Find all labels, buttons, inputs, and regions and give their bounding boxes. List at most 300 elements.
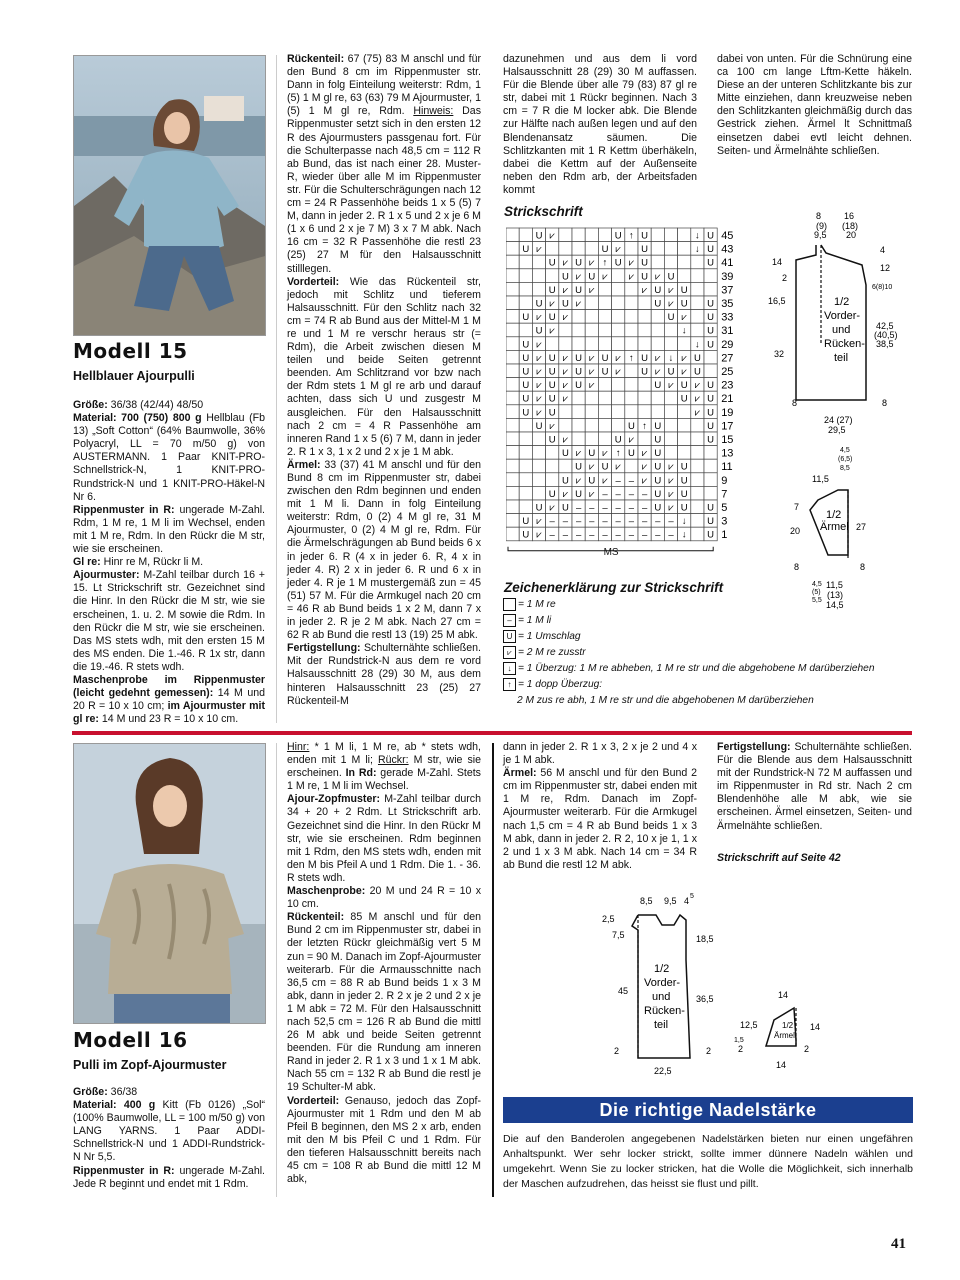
chart-symbol: – (615, 502, 621, 514)
sch15-label-1: 1/2 (834, 296, 850, 308)
chart-symbol: U (641, 230, 649, 242)
chart-symbol: – (602, 502, 608, 514)
chart-symbol: – (575, 502, 582, 514)
chart-cell (638, 310, 651, 324)
chart-cell (664, 255, 677, 269)
model15-body-schematic (766, 205, 926, 435)
sch16-top-4: 4 (684, 896, 690, 906)
sch16-left-45: 45 (618, 986, 629, 996)
model16-size: Größe: 36/38 (73, 1086, 138, 1098)
chart-cell (546, 446, 559, 460)
sch15-top-9: (9) (816, 221, 827, 231)
sch15-top-18: (18) (842, 221, 859, 231)
chart-row-number: 27 (721, 352, 734, 365)
model16-front: Vorderteil: Genauso, jedoch das Zopf-Ajourmuster mit 1 Rdm und den M ab Pfeil B beginnen, den MS 2 x arb, enden mit den M bis Pfeil C und 1 Rdm. Für den tieferen Halsausschnitt bereits nach 45 cm = 108 R ab Bund die mittl 12 M abk, (287, 1094, 481, 1186)
chart-symbol: U (548, 366, 556, 378)
chart-symbol: ⩗ (549, 502, 555, 514)
legend-item-purl (503, 614, 551, 628)
chart-cell (546, 242, 559, 256)
chart-symbol: ⩗ (562, 352, 569, 364)
chart-cell (678, 446, 691, 460)
chart-cell (585, 432, 598, 446)
chart-symbol: – (628, 488, 635, 500)
chart-symbol: ⩗ (681, 312, 687, 324)
chart-symbol: U (667, 366, 675, 378)
sch15-right-8: 8 (882, 398, 888, 408)
column-divider (276, 55, 277, 723)
chart-symbol: – (628, 516, 635, 528)
model15-sleeve: Ärmel: 33 (37) 41 M anschl und für den Bund 8 cm im Rippenmuster str, dabei zwischen den Rdm beginnen und enden mit 1 M li. Dann in folg Einteilung weiterstr: Rdm, 0 (2) 4 M gl re, 31 M Ajourmuster, 0 (2) 4 M gl re, Rdm. Für die Ärmelschrägungen ab Bund beids 6 x in jeder 6. R (4 x in jeder 6. R, 4 x in jeder 4. R) 2 x in jeder 6. R und 6 x in jeder 4. R je 1 M mustergemäß zun = 45 (51) 57 M. Für die Armkugel nach 20 cm = 46 R ab Bund beids 1 x 2 M, dann 7 x in jeder 2. R je 2 M abk. Nach 27 cm = 62 R ab Bund die restl 13 (19) 25 M abk. (287, 458, 481, 642)
chart-symbol: U (654, 502, 662, 514)
chart-cell (598, 405, 611, 419)
chart-symbol: U (561, 298, 569, 310)
chart-symbol: U (641, 244, 649, 256)
sch16-left-2: 2 (614, 1046, 620, 1056)
chart-cell (506, 242, 519, 256)
column-divider-2 (276, 743, 277, 1197)
chart-cell (651, 337, 664, 351)
chart-symbol: U (548, 257, 556, 269)
chart-cell (664, 405, 677, 419)
chart-symbol: U (614, 257, 622, 269)
chart-cell (691, 269, 704, 283)
chart-cell (598, 391, 611, 405)
chart-symbol: U (548, 407, 556, 419)
chart-symbol: ⩗ (668, 488, 674, 500)
chart-cell (612, 310, 625, 324)
chart-symbol: ⩗ (562, 257, 569, 269)
sleeve15-label-2: Ärmel (820, 521, 849, 533)
chart-cell (651, 310, 664, 324)
chart-cell (612, 391, 625, 405)
chart-cell (691, 446, 704, 460)
chart-symbol: – (655, 529, 661, 541)
sleeve15-top-11-5: 11,5 (812, 474, 829, 484)
chart-cell (506, 432, 519, 446)
chart-symbol: U (627, 420, 635, 432)
chart-cell (506, 296, 519, 310)
sleeve15-bottom-4-5: 4,5 (812, 581, 822, 588)
chart-symbol: ⩗ (589, 380, 595, 392)
chart-symbol: U (548, 488, 556, 500)
chart-cell (546, 459, 559, 473)
chart-symbol: U (575, 366, 583, 378)
chart-symbol: ⩗ (536, 529, 542, 541)
info-banner: Die richtige Nadelstärke (503, 1097, 913, 1123)
chart-cell (506, 514, 519, 528)
chart-cell (691, 459, 704, 473)
model15-front: Vorderteil: Wie das Rückenteil str, jedoch mit Schlitz und tieferem Halsausschnitt. Für den Schlitz nach 32 cm = 74 R ab Bund aus der Mittel-M 1 M re und 1 M re verschr heraus str (= Rdm), die Arbeit zwischen diesen M teilen und beide Seiten getrennt beenden. Am Schlitzrand vor bzw nach der Rdm stets 1 M gl re arb und darauf achten, dass sich U und zusgestr M ausgleichen. Für den Halsausschnitt nach 2 cm = 4 R Passenhöhe am inneren Rand 1 x 5 (6) 7 M, dann in jeder 2. R 1 x 3, 1 x 2 und 2 x je 1 M abk. (287, 275, 481, 458)
chart-cell (678, 432, 691, 446)
sleeve16-left-12-5: 12,5 (740, 1020, 758, 1030)
legend-text-double-decrease: = 1 dopp Überzug: (518, 679, 603, 691)
chart-symbol: ⩗ (694, 407, 701, 419)
chart-symbol: ⩗ (549, 325, 555, 337)
model15-ajour-pattern: Ajourmuster: M-Zahl teilbar durch 16 + 15. Lt Strickschrift str. Gezeichnet sind die Hinr. In den Rückr die M str, wie sie erscheinen, 1. u. 2. M sowie die Rdm. In den Rückr die M str, wie sie erscheinen. Das MS stets wdh, mit den ersten 15 M des MS enden. Die 1.-46. R 1x str, dann die 19.-46. R stets wdh. (73, 569, 265, 673)
model16-rib-detail: Hinr: * 1 M li, 1 M re, ab * stets wdh, enden mit 1 M li; Rückr: M str, wie sie erscheinen. In Rd: gerade M-Zahl. Stets 1 M re, 1 M li im Wechsel. (287, 741, 481, 793)
sch16-right-36-5: 36,5 (696, 994, 714, 1004)
chart-symbol: ⩗ (668, 298, 674, 310)
chart-cell (506, 228, 519, 242)
chart-row-number: 29 (721, 338, 734, 351)
chart-cell (598, 378, 611, 392)
chart-cell (506, 323, 519, 337)
chart-symbol: U (522, 407, 530, 419)
chart-symbol: U (680, 488, 688, 500)
chart-cell (506, 282, 519, 296)
legend-item-k2tog (503, 646, 586, 660)
chart-row-number: 31 (721, 325, 734, 338)
sch16-label-1: 1/2 (654, 963, 670, 975)
chart-symbol: U (693, 366, 701, 378)
chart-symbol: – (628, 529, 635, 541)
chart-symbol: – (628, 502, 635, 514)
chart-row-number: 7 (721, 488, 728, 501)
chart-symbol: – (628, 475, 635, 487)
chart-cell (572, 432, 585, 446)
chart-symbol: – (602, 488, 608, 500)
chart-cell (664, 391, 677, 405)
chart-cell (559, 459, 572, 473)
chart-cell (506, 378, 519, 392)
model15-photo-illustration (74, 56, 265, 335)
chart-cell (532, 446, 545, 460)
chart-cell (532, 432, 545, 446)
chart-cell (704, 269, 717, 283)
chart-cell (651, 405, 664, 419)
chart-symbol: U (575, 488, 583, 500)
chart-cell (519, 432, 532, 446)
sch15-top-9-5: 9,5 (814, 230, 827, 240)
sleeve15-top-4-5: 4,5 (840, 447, 850, 454)
chart-cell (598, 310, 611, 324)
model15-photo (73, 55, 266, 336)
sch16-left-7-5: 7,5 (612, 930, 625, 940)
chart-cell (625, 323, 638, 337)
chart-symbol: ⩗ (641, 461, 648, 473)
sch16-top-5: 5 (690, 893, 694, 900)
chart-cell (506, 337, 519, 351)
chart-cell (638, 391, 651, 405)
chart-symbol: ↑ (629, 230, 634, 242)
chart-cell (598, 282, 611, 296)
chart-cell (598, 323, 611, 337)
chart-symbol: U (680, 475, 688, 487)
chart-symbol: ⩗ (602, 448, 608, 460)
sch15-label-5: teil (834, 352, 849, 364)
chart-cell (612, 269, 625, 283)
model16-sleeve: Ärmel: 56 M anschl und für den Bund 2 cm im Rippenmuster str, dabei enden mit 1 M re, Rdm. Danach im Zopf-Ajourmuster weiterarb. Für die Armkugel nach 1,5 cm = 4 R ab Bund beids 1 x 3 M abk, dann in jeder 2. R 2, 10 x je 1, 1 x 2 und 1 x 3 M abk. Nach 14 cm = 34 R ab Bund die restl 12 M abk. (503, 767, 697, 871)
chart-cell (585, 323, 598, 337)
chart-cell (691, 500, 704, 514)
legend-symbol-knit (503, 598, 516, 611)
model15-material: Material: 700 (750) 800 g Hellblau (Fb 13) „Soft Cotton“ (64% Baumwolle, 36% Polyacryl, LL = 70 m/50 g) von AUSTERMANN. 1 Paar KNIT-PRO-Schnellstrick-N, 1 KNIT-PRO-Rundstrick-N und 1 KNIT-PRO-Häkel-N Nr 6. (73, 412, 265, 503)
sch16-label-4: Rücken- (644, 1005, 685, 1017)
sleeve15-bottom-5-5: 5,5 (812, 597, 822, 604)
chart-cell (704, 446, 717, 460)
sleeve16-bottom-14: 14 (776, 1060, 787, 1070)
chart-symbol: ⩗ (668, 461, 674, 473)
chart-row-number: 9 (721, 474, 728, 487)
chart-symbol: ↓ (681, 516, 687, 528)
chart-symbol: ⩗ (589, 461, 595, 473)
chart-row-number: 23 (721, 379, 734, 392)
model16-col2 (287, 741, 481, 1186)
sch15-top-16: 16 (844, 211, 855, 221)
sleeve16-top-14: 14 (778, 990, 789, 1000)
chart-cell (691, 418, 704, 432)
model15-legend-title: Zeichenerklärung zur Strickschrift (504, 580, 724, 595)
chart-symbol: – (562, 516, 569, 528)
chart-symbol: ⩗ (562, 380, 569, 392)
chart-cell (638, 337, 651, 351)
chart-symbol: U (522, 352, 530, 364)
chart-cell (678, 405, 691, 419)
chart-cell (519, 296, 532, 310)
chart-symbol: ↑ (602, 257, 608, 269)
chart-symbol: U (707, 339, 715, 351)
chart-cell (506, 364, 519, 378)
chart-cell (519, 228, 532, 242)
chart-symbol: ↓ (695, 230, 700, 242)
chart-symbol: U (707, 502, 715, 514)
sch15-bottom-24: 24 (27) (824, 415, 853, 425)
chart-row-number: 15 (721, 434, 734, 446)
model16-finishing: Fertigstellung: Schulternähte schließen. Für die Blende aus dem Halsausschnitt mit der Rundstrick-N 72 M auffassen und im Rippenmuster in Rd str. Nach 2 cm Blendenhöhe alle M abk, wie sie erscheinen. Ärmel einsetzen, Seiten- und Ärmelnähte schließen. (717, 741, 912, 832)
chart-symbol: ⩗ (628, 434, 635, 446)
chart-row-number: 13 (721, 447, 734, 460)
chart-cell (585, 391, 598, 405)
legend-symbol-double-decrease: ↑ (503, 678, 516, 691)
chart-symbol: ⩗ (641, 284, 648, 296)
chart-symbol: ⩗ (602, 475, 608, 487)
chart-symbol: U (561, 475, 569, 487)
model15-rib-pattern: Rippenmuster in R: ungerade M-Zahl. Rdm, 1 M re, 1 M li im Wechsel, enden mit 1 M re, Rdm. In den Rückr die M str, wie sie erscheinen. (73, 503, 266, 556)
model15-col4-text: dabei von unten. Für die Schnürung eine ca 100 cm lange Lftm-Kette häkeln. Diese an der unteren Schlitzkante bis zur Mitte einziehen, dann kreuzweise neben den Schlitzkanten gleichmäßig durch das Gestrick ziehen. Ärmel lt Schnittmaß einsetzen dabei evtl leicht dehnen. Seiten- und Ärmelnähte schließen. (717, 53, 912, 157)
chart-cell (559, 228, 572, 242)
chart-symbol: U (548, 284, 556, 296)
chart-cell (651, 228, 664, 242)
chart-cell (704, 459, 717, 473)
chart-symbol: – (641, 488, 648, 500)
chart-symbol: U (641, 271, 649, 283)
sch16-top-9-5: 9,5 (664, 896, 677, 906)
chart-cell (625, 459, 638, 473)
chart-symbol: U (707, 420, 715, 432)
chart-cell (691, 527, 704, 541)
chart-symbol: U (654, 298, 662, 310)
chart-cell (638, 323, 651, 337)
chart-symbol: U (522, 366, 530, 378)
chart-symbol: ⩗ (575, 271, 582, 283)
chart-cell (651, 391, 664, 405)
chart-cell (691, 282, 704, 296)
chart-cell (678, 242, 691, 256)
sch15-right-42-5: 42,5 (876, 321, 894, 331)
model16-photo-illustration (74, 744, 265, 1023)
chart-row-number: 17 (721, 420, 734, 433)
chart-cell (585, 242, 598, 256)
chart-symbol: ⩗ (536, 516, 542, 528)
sleeve16-right-14: 14 (810, 1022, 821, 1032)
legend-item-yarnover (503, 630, 581, 644)
chart-cell (598, 432, 611, 446)
legend-symbol-k2tog: ⩗ (503, 646, 516, 659)
legend-text-skp: = 1 Überzug: 1 M re abheben, 1 M re str und die abgehobene M darüberziehen (518, 663, 875, 675)
model16-col3 (503, 741, 697, 872)
chart-symbol: – (615, 488, 621, 500)
chart-cell (532, 486, 545, 500)
chart-symbol: – (615, 529, 621, 541)
legend-text-k2tog: = 2 M re zusstr (518, 647, 586, 659)
model15-stockinette: Gl re: Hinr re M, Rückr li M. (73, 556, 204, 569)
chart-symbol: U (707, 298, 715, 310)
chart-cell (612, 405, 625, 419)
sleeve15-left-7: 7 (794, 502, 800, 512)
chart-row-number: 11 (721, 461, 733, 474)
chart-symbol: ↑ (629, 352, 634, 364)
chart-row-number: 43 (721, 243, 734, 256)
page-number: 41 (891, 1236, 906, 1252)
knitting-chart-grid (506, 226, 756, 556)
chart-symbol: ↓ (681, 529, 687, 541)
chart-symbol: ⩗ (562, 434, 569, 446)
chart-symbol: – (641, 502, 648, 514)
legend-symbol-skp: ↓ (503, 662, 516, 675)
chart-symbol: – (549, 516, 555, 528)
chart-cell (704, 473, 717, 487)
chart-symbol: ⩗ (681, 366, 687, 378)
chart-cell (691, 514, 704, 528)
chart-cell (506, 350, 519, 364)
chart-symbol: U (654, 434, 662, 446)
chart-cell (559, 418, 572, 432)
model15-finishing: Fertigstellung: Schulternähte schließen. Mit der Rundstrick-N aus dem re vord Halsausschnitt 28 (29) 30 M, aus dem hinteren Halsausschnitt 23 (25) 27 Rückenteil-M (287, 642, 481, 707)
legend-text-purl: = 1 M li (518, 615, 552, 627)
chart-cell (585, 337, 598, 351)
chart-symbol: – (668, 529, 674, 541)
chart-cell (572, 310, 585, 324)
sch15-left-8: 8 (792, 398, 798, 408)
chart-cell (532, 473, 545, 487)
chart-symbol: – (602, 516, 608, 528)
chart-symbol: ↓ (681, 325, 687, 337)
chart-cell (506, 500, 519, 514)
chart-symbol: ⩗ (536, 244, 542, 256)
chart-cell (678, 255, 691, 269)
chart-cell (572, 405, 585, 419)
chart-symbol: ⩗ (615, 352, 621, 364)
chart-cell (612, 323, 625, 337)
chart-cell (519, 459, 532, 473)
chart-cell (572, 337, 585, 351)
chart-symbol: – (655, 516, 661, 528)
chart-cell (612, 378, 625, 392)
model15-gauge: Maschenprobe im Rippenmuster (leicht gedehnt gemessen): 14 M und 20 R = 10 x 10 cm; im Ajourmuster mit gl re: 14 M und 23 R = 10 x 10 cm. (73, 673, 265, 726)
chart-cell (506, 255, 519, 269)
chart-symbol: ⩗ (694, 380, 701, 392)
chart-cell (664, 337, 677, 351)
chart-symbol: U (561, 448, 569, 460)
chart-symbol: U (654, 380, 662, 392)
chart-cell (598, 418, 611, 432)
chart-symbol: ⩗ (575, 475, 582, 487)
model16-front-cont: dann in jeder 2. R 1 x 3, 2 x je 2 und 4 x je 1 M abk. (503, 741, 697, 767)
chart-cell (559, 242, 572, 256)
chart-symbol: U (522, 380, 530, 392)
chart-symbol: – (589, 516, 595, 528)
chart-symbol: ⩗ (589, 366, 595, 378)
chart-symbol: U (575, 284, 583, 296)
chart-cell (625, 310, 638, 324)
legend-item-double-decrease (503, 678, 602, 692)
legend-text-knit: = 1 M re (518, 599, 556, 611)
chart-symbol: U (548, 352, 556, 364)
sleeve16-left-2: 2 (738, 1044, 744, 1054)
model16-title: Modell 16 (73, 1028, 188, 1052)
chart-symbol: U (561, 502, 569, 514)
chart-cell (506, 405, 519, 419)
chart-symbol: ⩗ (549, 230, 555, 242)
chart-cell (506, 391, 519, 405)
chart-symbol: U (654, 475, 662, 487)
chart-cell (585, 405, 598, 419)
chart-symbol: ⩗ (615, 366, 621, 378)
chart-symbol: – (549, 529, 555, 541)
sch16-label-5: teil (654, 1019, 669, 1031)
sleeve16-right-2: 2 (804, 1044, 810, 1054)
chart-cell (625, 405, 638, 419)
chart-symbol: U (588, 475, 596, 487)
chart-cell (651, 255, 664, 269)
sleeve15-top-6-5: (6,5) (838, 456, 853, 463)
column-divider-3 (492, 743, 494, 1197)
legend-text-yarnover: = 1 Umschlag (518, 631, 581, 643)
chart-symbol: ⩗ (615, 461, 621, 473)
chart-cell (691, 310, 704, 324)
chart-symbol: ⩗ (668, 502, 674, 514)
chart-cell (519, 282, 532, 296)
chart-cell (585, 418, 598, 432)
chart-cell (638, 378, 651, 392)
chart-symbol: ⩗ (536, 339, 542, 351)
chart-symbol: U (575, 461, 583, 473)
chart-cell (506, 310, 519, 324)
chart-cell (704, 364, 717, 378)
chart-symbol: U (601, 352, 609, 364)
chart-symbol: U (588, 448, 596, 460)
chart-symbol: ⩗ (549, 298, 555, 310)
chart-symbol: – (602, 529, 608, 541)
chart-cell (625, 282, 638, 296)
chart-symbol: U (601, 244, 609, 256)
chart-symbol: U (654, 420, 662, 432)
model15-col3-text: dazunehmen und aus dem li vord Halsausschnitt 28 (29) 30 M auffassen. Für die Blende über alle 79 (83) 87 gl re str, dabei mit 1 Rückr beginnen. Nach 3 cm = 7 R die M locker abk. Die Blende zur Hälfte nach außen legen und auf den Blendenansatz säumen. Die Schlitzkanten mit 1 R Kettm überhäkeln, dabei die Kettm auf der Außenseite neben den Rdm arb, der Arbeitsfaden kommt (503, 53, 697, 196)
sch15-left-2: 2 (782, 273, 788, 283)
chart-cell (532, 255, 545, 269)
chart-symbol: U (535, 298, 543, 310)
chart-cell (519, 473, 532, 487)
chart-symbol: ⩗ (589, 257, 595, 269)
chart-cell (678, 228, 691, 242)
sleeve15-bottom-5: (5) (812, 589, 821, 596)
chart-cell (625, 242, 638, 256)
chart-symbol: U (654, 284, 662, 296)
chart-symbol: ⩗ (536, 393, 542, 405)
model15-knitting-chart (506, 226, 734, 556)
chart-cell (691, 323, 704, 337)
chart-cell (506, 473, 519, 487)
